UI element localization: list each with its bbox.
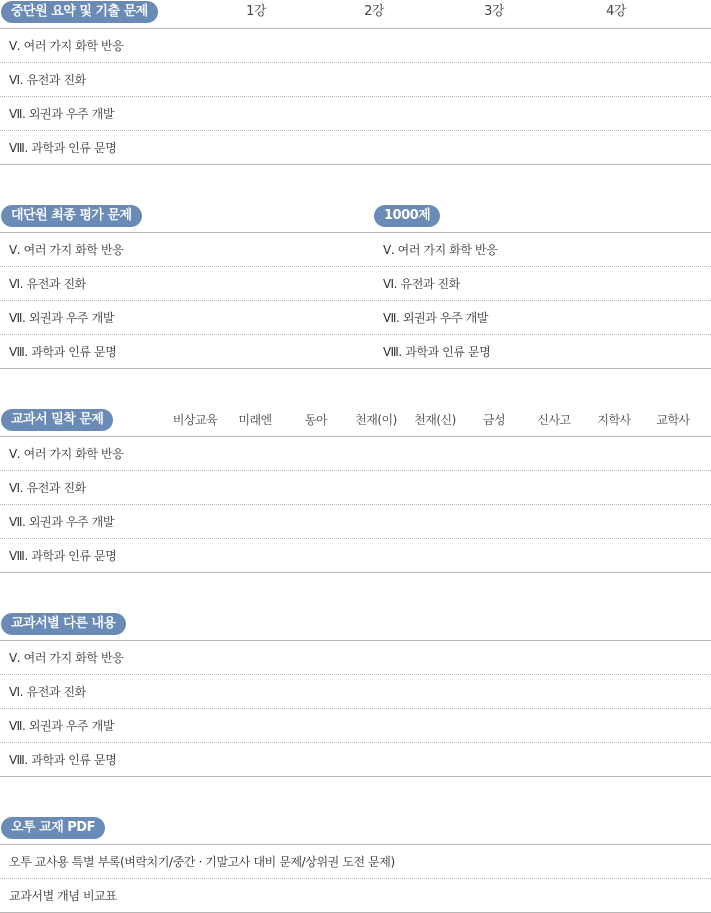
list-item-label: Ⅵ. 유전과 진화 [9,481,86,495]
row-divider [0,572,711,573]
list-item-label: Ⅵ. 유전과 진화 [9,685,86,699]
list-item [0,335,711,369]
summary-section [0,0,711,165]
publisher-link[interactable]: 천재(신) [414,413,456,427]
list-item[interactable] [0,539,711,573]
publisher-link[interactable]: 미래엔 [238,413,272,427]
publisher-link[interactable]: 교학사 [656,413,690,427]
list-item[interactable] [0,641,711,675]
thousand-badge: 1000제 [374,205,440,227]
list-item-label: Ⅷ. 과학과 인류 문명 [9,141,117,155]
list-item-label: Ⅵ. 유전과 진화 [9,73,86,87]
list-item-label: Ⅷ. 과학과 인류 문명 [9,753,117,767]
list-item[interactable] [0,437,711,471]
textbook-section [0,408,711,573]
thousand-item[interactable]: Ⅶ. 외권과 우주 개발 [383,311,489,325]
row-divider [0,776,711,777]
list-item[interactable] [0,675,711,709]
lecture-1-link[interactable]: 1강 [246,4,266,19]
lecture-2-link[interactable]: 2강 [364,4,384,19]
list-item[interactable] [0,709,711,743]
final-eval-item[interactable]: Ⅷ. 과학과 인류 문명 [9,345,117,359]
lecture-3-link[interactable]: 3강 [484,4,504,19]
list-item-label: Ⅴ. 여러 가지 화학 반응 [9,447,124,461]
list-item[interactable] [0,97,711,131]
list-item-label: Ⅴ. 여러 가지 화학 반응 [9,651,124,665]
diff-section [0,612,711,777]
list-item[interactable] [0,471,711,505]
list-item [0,301,711,335]
row-divider [0,368,711,369]
publisher-link[interactable]: 신사고 [537,413,571,427]
pdf-section [0,816,711,913]
list-item-label: Ⅶ. 외권과 우주 개발 [9,515,115,529]
publisher-link[interactable]: 동아 [304,413,328,427]
list-item-label: 교과서별 개념 비교표 [9,889,117,903]
list-item [0,233,711,267]
publisher-link[interactable]: 천재(이) [355,413,397,427]
thousand-item[interactable]: Ⅵ. 유전과 진화 [383,277,460,291]
diff-badge: 교과서별 다른 내용 [1,613,126,635]
final-eval-item[interactable]: Ⅶ. 외권과 우주 개발 [9,311,115,325]
list-item-label: Ⅶ. 외권과 우주 개발 [9,107,115,121]
list-item[interactable] [0,845,711,879]
thousand-item[interactable]: Ⅴ. 여러 가지 화학 반응 [383,243,498,257]
lecture-4-link[interactable]: 4강 [606,4,626,19]
publisher-link[interactable]: 금성 [482,413,506,427]
list-item-label: Ⅴ. 여러 가지 화학 반응 [9,39,124,53]
final-eval-badge: 대단원 최종 평가 문제 [1,205,142,227]
list-item[interactable] [0,743,711,777]
list-item[interactable] [0,131,711,165]
final-eval-item[interactable]: Ⅵ. 유전과 진화 [9,277,86,291]
list-item-label: Ⅶ. 외권과 우주 개발 [9,719,115,733]
list-item[interactable] [0,63,711,97]
list-item[interactable] [0,505,711,539]
list-item [0,267,711,301]
summary-badge: 중단원 요약 및 기출 문제 [1,1,158,23]
list-item-label: Ⅷ. 과학과 인류 문명 [9,549,117,563]
final-eval-section [0,204,711,369]
publisher-link[interactable]: 비상교육 [172,413,218,427]
textbook-badge: 교과서 밀착 문제 [1,409,113,431]
thousand-item[interactable]: Ⅷ. 과학과 인류 문명 [383,345,491,359]
list-item-label: 오투 교사용 특별 부록(벼락치기/중간 · 기말고사 대비 문제/상위권 도전 문제) [9,855,395,869]
final-eval-item[interactable]: Ⅴ. 여러 가지 화학 반응 [9,243,124,257]
list-item[interactable] [0,29,711,63]
row-divider [0,164,711,165]
publisher-link[interactable]: 지학사 [597,413,631,427]
list-item[interactable] [0,879,711,913]
pdf-badge: 오투 교재 PDF [1,817,105,839]
